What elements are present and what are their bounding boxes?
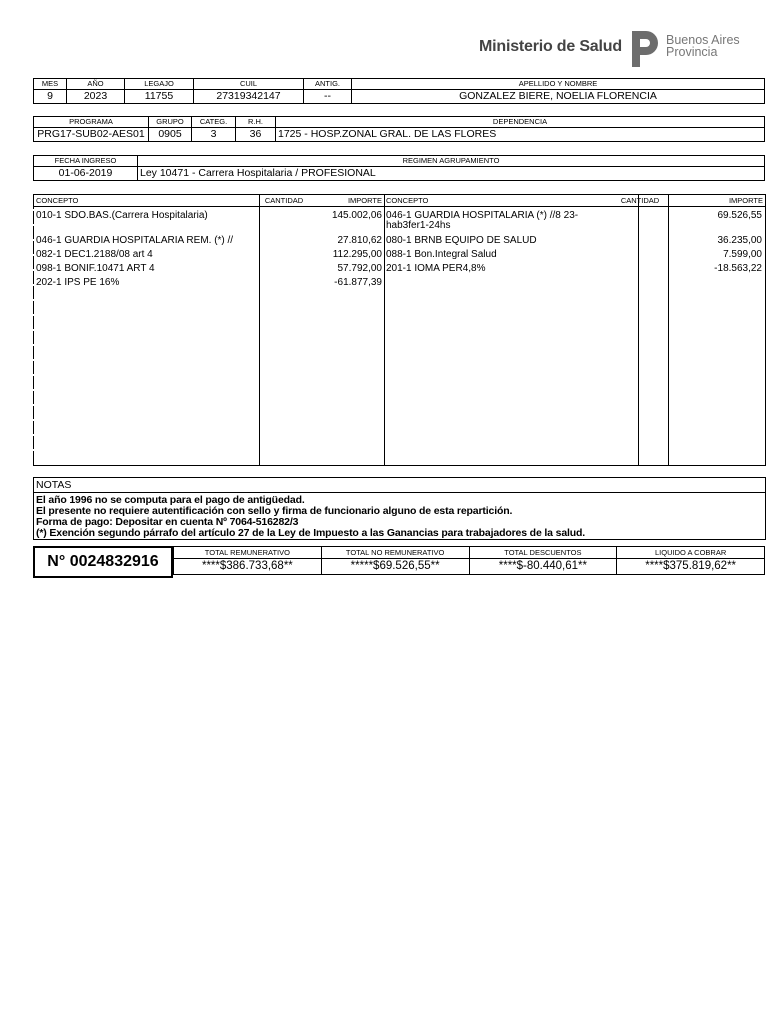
row-tick — [637, 269, 638, 271]
row-tick — [33, 449, 34, 451]
row-tick — [33, 254, 34, 256]
row-tick — [383, 254, 384, 256]
left-amount-2: 27.810,62 — [337, 235, 382, 246]
concepto-header-left: CONCEPTO — [36, 196, 79, 205]
mes-label: MES — [34, 79, 67, 90]
employee-table — [33, 78, 765, 104]
anio-label: AÑO — [67, 79, 125, 90]
right-concept-4: 201-1 IOMA PER4,8% — [386, 263, 486, 274]
buenos-aires-logo-icon — [630, 29, 660, 69]
row-tick — [258, 419, 259, 421]
row-tick — [383, 404, 384, 406]
program-table — [33, 116, 765, 142]
province-name-line2: Provincia — [666, 45, 718, 59]
nombre-value: GONZALEZ BIERE, NOELIA FLORENCIA — [352, 90, 765, 104]
row-tick — [258, 254, 259, 256]
row-tick — [763, 299, 764, 301]
row-tick — [637, 329, 638, 331]
left-concept-5: 202-1 IPS PE 16% — [36, 277, 120, 288]
right-concept-1-cont: hab3fer1-24hs — [386, 220, 451, 231]
row-tick — [667, 224, 668, 226]
categ-value: 3 — [192, 128, 236, 142]
row-tick — [258, 344, 259, 346]
cuil-label: CUIL — [194, 79, 304, 90]
left-amount-1: 145.002,06 — [331, 210, 382, 221]
row-tick — [667, 449, 668, 451]
left-amount-4: 57.792,00 — [337, 263, 382, 274]
row-tick — [667, 389, 668, 391]
row-tick — [667, 404, 668, 406]
row-tick — [383, 374, 384, 376]
row-tick — [258, 284, 259, 286]
row-tick — [763, 269, 764, 271]
note-line-4: (*) Exención segundo párrafo del artículo 27 de la Ley de Impuesto a las Ganancias para trabajadores de la salud. — [36, 527, 586, 539]
regimen-table — [33, 155, 765, 181]
cuil-value: 27319342147 — [194, 90, 304, 104]
row-tick — [33, 389, 34, 391]
row-tick — [258, 314, 259, 316]
row-tick — [763, 254, 764, 256]
row-tick — [637, 254, 638, 256]
row-tick — [383, 239, 384, 241]
row-tick — [667, 299, 668, 301]
importe-header-right: IMPORTE — [728, 196, 763, 205]
row-tick — [258, 329, 259, 331]
row-tick — [33, 344, 34, 346]
notes-title: NOTAS — [36, 479, 72, 491]
note-line-1: El año 1996 no se computa para el pago de antigüedad. — [36, 494, 305, 506]
row-tick — [637, 449, 638, 451]
row-tick — [33, 209, 34, 211]
right-amount-4: -18.563,22 — [714, 263, 762, 274]
liquido-a-cobrar-label: LIQUIDO A COBRAR — [617, 547, 765, 559]
row-tick — [383, 284, 384, 286]
row-tick — [33, 359, 34, 361]
note-line-2: El presente no requiere autentificación con sello y firma de funcionario alguno de esta repartición. — [36, 505, 513, 517]
mes-value: 9 — [34, 90, 67, 104]
importe-header-left: IMPORTE — [347, 196, 382, 205]
row-tick — [637, 299, 638, 301]
row-tick — [383, 434, 384, 436]
totals-table — [173, 546, 765, 575]
total-no-remunerativo-label: TOTAL NO REMUNERATIVO — [321, 547, 469, 559]
right-amount-2: 36.235,00 — [717, 235, 762, 246]
row-tick — [763, 314, 764, 316]
row-tick — [763, 359, 764, 361]
row-tick — [258, 269, 259, 271]
regimen-label: REGIMEN AGRUPAMIENTO — [138, 156, 765, 167]
row-tick — [637, 344, 638, 346]
dependencia-value: 1725 - HOSP.ZONAL GRAL. DE LAS FLORES — [276, 128, 765, 142]
categ-label: CATEG. — [192, 117, 236, 128]
right-concept-3: 088-1 Bon.Integral Salud — [386, 249, 497, 260]
fecha-ingreso-label: FECHA INGRESO — [34, 156, 138, 167]
legajo-label: LEGAJO — [125, 79, 194, 90]
row-tick — [763, 224, 764, 226]
left-concept-1: 010-1 SDO.BAS.(Carrera Hospitalaria) — [36, 210, 208, 221]
concepts-table — [33, 194, 766, 466]
left-amount-5: -61.877,39 — [334, 277, 382, 288]
row-tick — [667, 239, 668, 241]
concepto-header-right: CONCEPTO — [386, 196, 429, 205]
row-tick — [383, 299, 384, 301]
row-tick — [667, 344, 668, 346]
programa-value: PRG17-SUB02-AES01 — [34, 128, 149, 142]
row-tick — [33, 269, 34, 271]
row-tick — [383, 314, 384, 316]
row-tick — [33, 419, 34, 421]
left-concept-2: 046-1 GUARDIA HOSPITALARIA REM. (*) // — [36, 235, 234, 246]
left-concept-3: 082-1 DEC1.2188/08 art 4 — [36, 249, 153, 260]
row-tick — [667, 419, 668, 421]
grupo-label: GRUPO — [149, 117, 192, 128]
row-tick — [667, 434, 668, 436]
row-tick — [33, 239, 34, 241]
liquido-a-cobrar-value: ****$375.819,62** — [617, 559, 765, 575]
fecha-ingreso-value: 01-06-2019 — [34, 167, 138, 181]
row-tick — [383, 449, 384, 451]
row-tick — [763, 374, 764, 376]
row-tick — [667, 209, 668, 211]
row-tick — [637, 224, 638, 226]
row-tick — [763, 239, 764, 241]
total-no-remunerativo-value: *****$69.526,55** — [321, 559, 469, 575]
row-tick — [763, 419, 764, 421]
grupo-value: 0905 — [149, 128, 192, 142]
row-tick — [763, 434, 764, 436]
right-concept-2: 080-1 BRNB EQUIPO DE SALUD — [386, 235, 537, 246]
row-tick — [258, 374, 259, 376]
row-tick — [258, 359, 259, 361]
row-tick — [637, 434, 638, 436]
antig-value: -- — [304, 90, 352, 104]
anio-value: 2023 — [67, 90, 125, 104]
row-tick — [383, 344, 384, 346]
row-tick — [637, 359, 638, 361]
row-tick — [763, 284, 764, 286]
row-tick — [763, 389, 764, 391]
cantidad-header-left: CANTIDAD — [264, 196, 304, 205]
nombre-label: APELLIDO Y NOMBRE — [352, 79, 765, 90]
row-tick — [383, 209, 384, 211]
row-tick — [33, 404, 34, 406]
row-tick — [33, 284, 34, 286]
rh-value: 36 — [236, 128, 276, 142]
row-tick — [667, 359, 668, 361]
row-tick — [637, 314, 638, 316]
row-tick — [33, 329, 34, 331]
row-tick — [763, 344, 764, 346]
total-remunerativo-value: ****$386.733,68** — [174, 559, 322, 575]
row-tick — [383, 269, 384, 271]
row-tick — [637, 284, 638, 286]
rh-label: R.H. — [236, 117, 276, 128]
row-tick — [667, 284, 668, 286]
regimen-value: Ley 10471 - Carrera Hospitalaria / PROFESIONAL — [138, 167, 765, 181]
row-tick — [637, 404, 638, 406]
total-descuentos-label: TOTAL DESCUENTOS — [469, 547, 617, 559]
row-tick — [33, 224, 34, 226]
row-tick — [33, 434, 34, 436]
receipt-number: N° 0024832916 — [33, 546, 173, 578]
row-tick — [33, 299, 34, 301]
antig-label: ANTIG. — [304, 79, 352, 90]
right-amount-3: 7.599,00 — [723, 249, 762, 260]
row-tick — [258, 239, 259, 241]
row-tick — [383, 419, 384, 421]
row-tick — [258, 224, 259, 226]
row-tick — [33, 314, 34, 316]
cantidad-header-right: CANTIDAD — [620, 196, 660, 205]
row-tick — [667, 329, 668, 331]
row-tick — [667, 269, 668, 271]
row-tick — [763, 404, 764, 406]
row-tick — [763, 449, 764, 451]
right-amount-1: 69.526,55 — [717, 210, 762, 221]
notes-box — [33, 477, 766, 540]
ministry-title: Ministerio de Salud — [479, 38, 622, 55]
row-tick — [258, 404, 259, 406]
row-tick — [383, 224, 384, 226]
row-tick — [637, 209, 638, 211]
left-concept-4: 098-1 BONIF.10471 ART 4 — [36, 263, 155, 274]
province-name-line1: Buenos Aires — [666, 33, 740, 47]
dependencia-label: DEPENDENCIA — [276, 117, 765, 128]
row-tick — [667, 314, 668, 316]
row-tick — [667, 374, 668, 376]
legajo-value: 11755 — [125, 90, 194, 104]
row-tick — [667, 254, 668, 256]
row-tick — [258, 449, 259, 451]
row-tick — [258, 299, 259, 301]
row-tick — [258, 389, 259, 391]
row-tick — [258, 434, 259, 436]
total-descuentos-value: ****$-80.440,61** — [469, 559, 617, 575]
row-tick — [383, 359, 384, 361]
row-tick — [637, 374, 638, 376]
row-tick — [383, 389, 384, 391]
row-tick — [637, 239, 638, 241]
row-tick — [763, 209, 764, 211]
row-tick — [637, 419, 638, 421]
note-line-3: Forma de pago: Depositar en cuenta Nº 7064-516282/3 — [36, 516, 299, 528]
row-tick — [383, 329, 384, 331]
row-tick — [258, 209, 259, 211]
right-concept-1: 046-1 GUARDIA HOSPITALARIA (*) //8 23- — [386, 210, 579, 221]
row-tick — [33, 374, 34, 376]
row-tick — [763, 329, 764, 331]
programa-label: PROGRAMA — [34, 117, 149, 128]
left-amount-3: 112.295,00 — [332, 249, 382, 260]
row-tick — [637, 389, 638, 391]
total-remunerativo-label: TOTAL REMUNERATIVO — [174, 547, 322, 559]
